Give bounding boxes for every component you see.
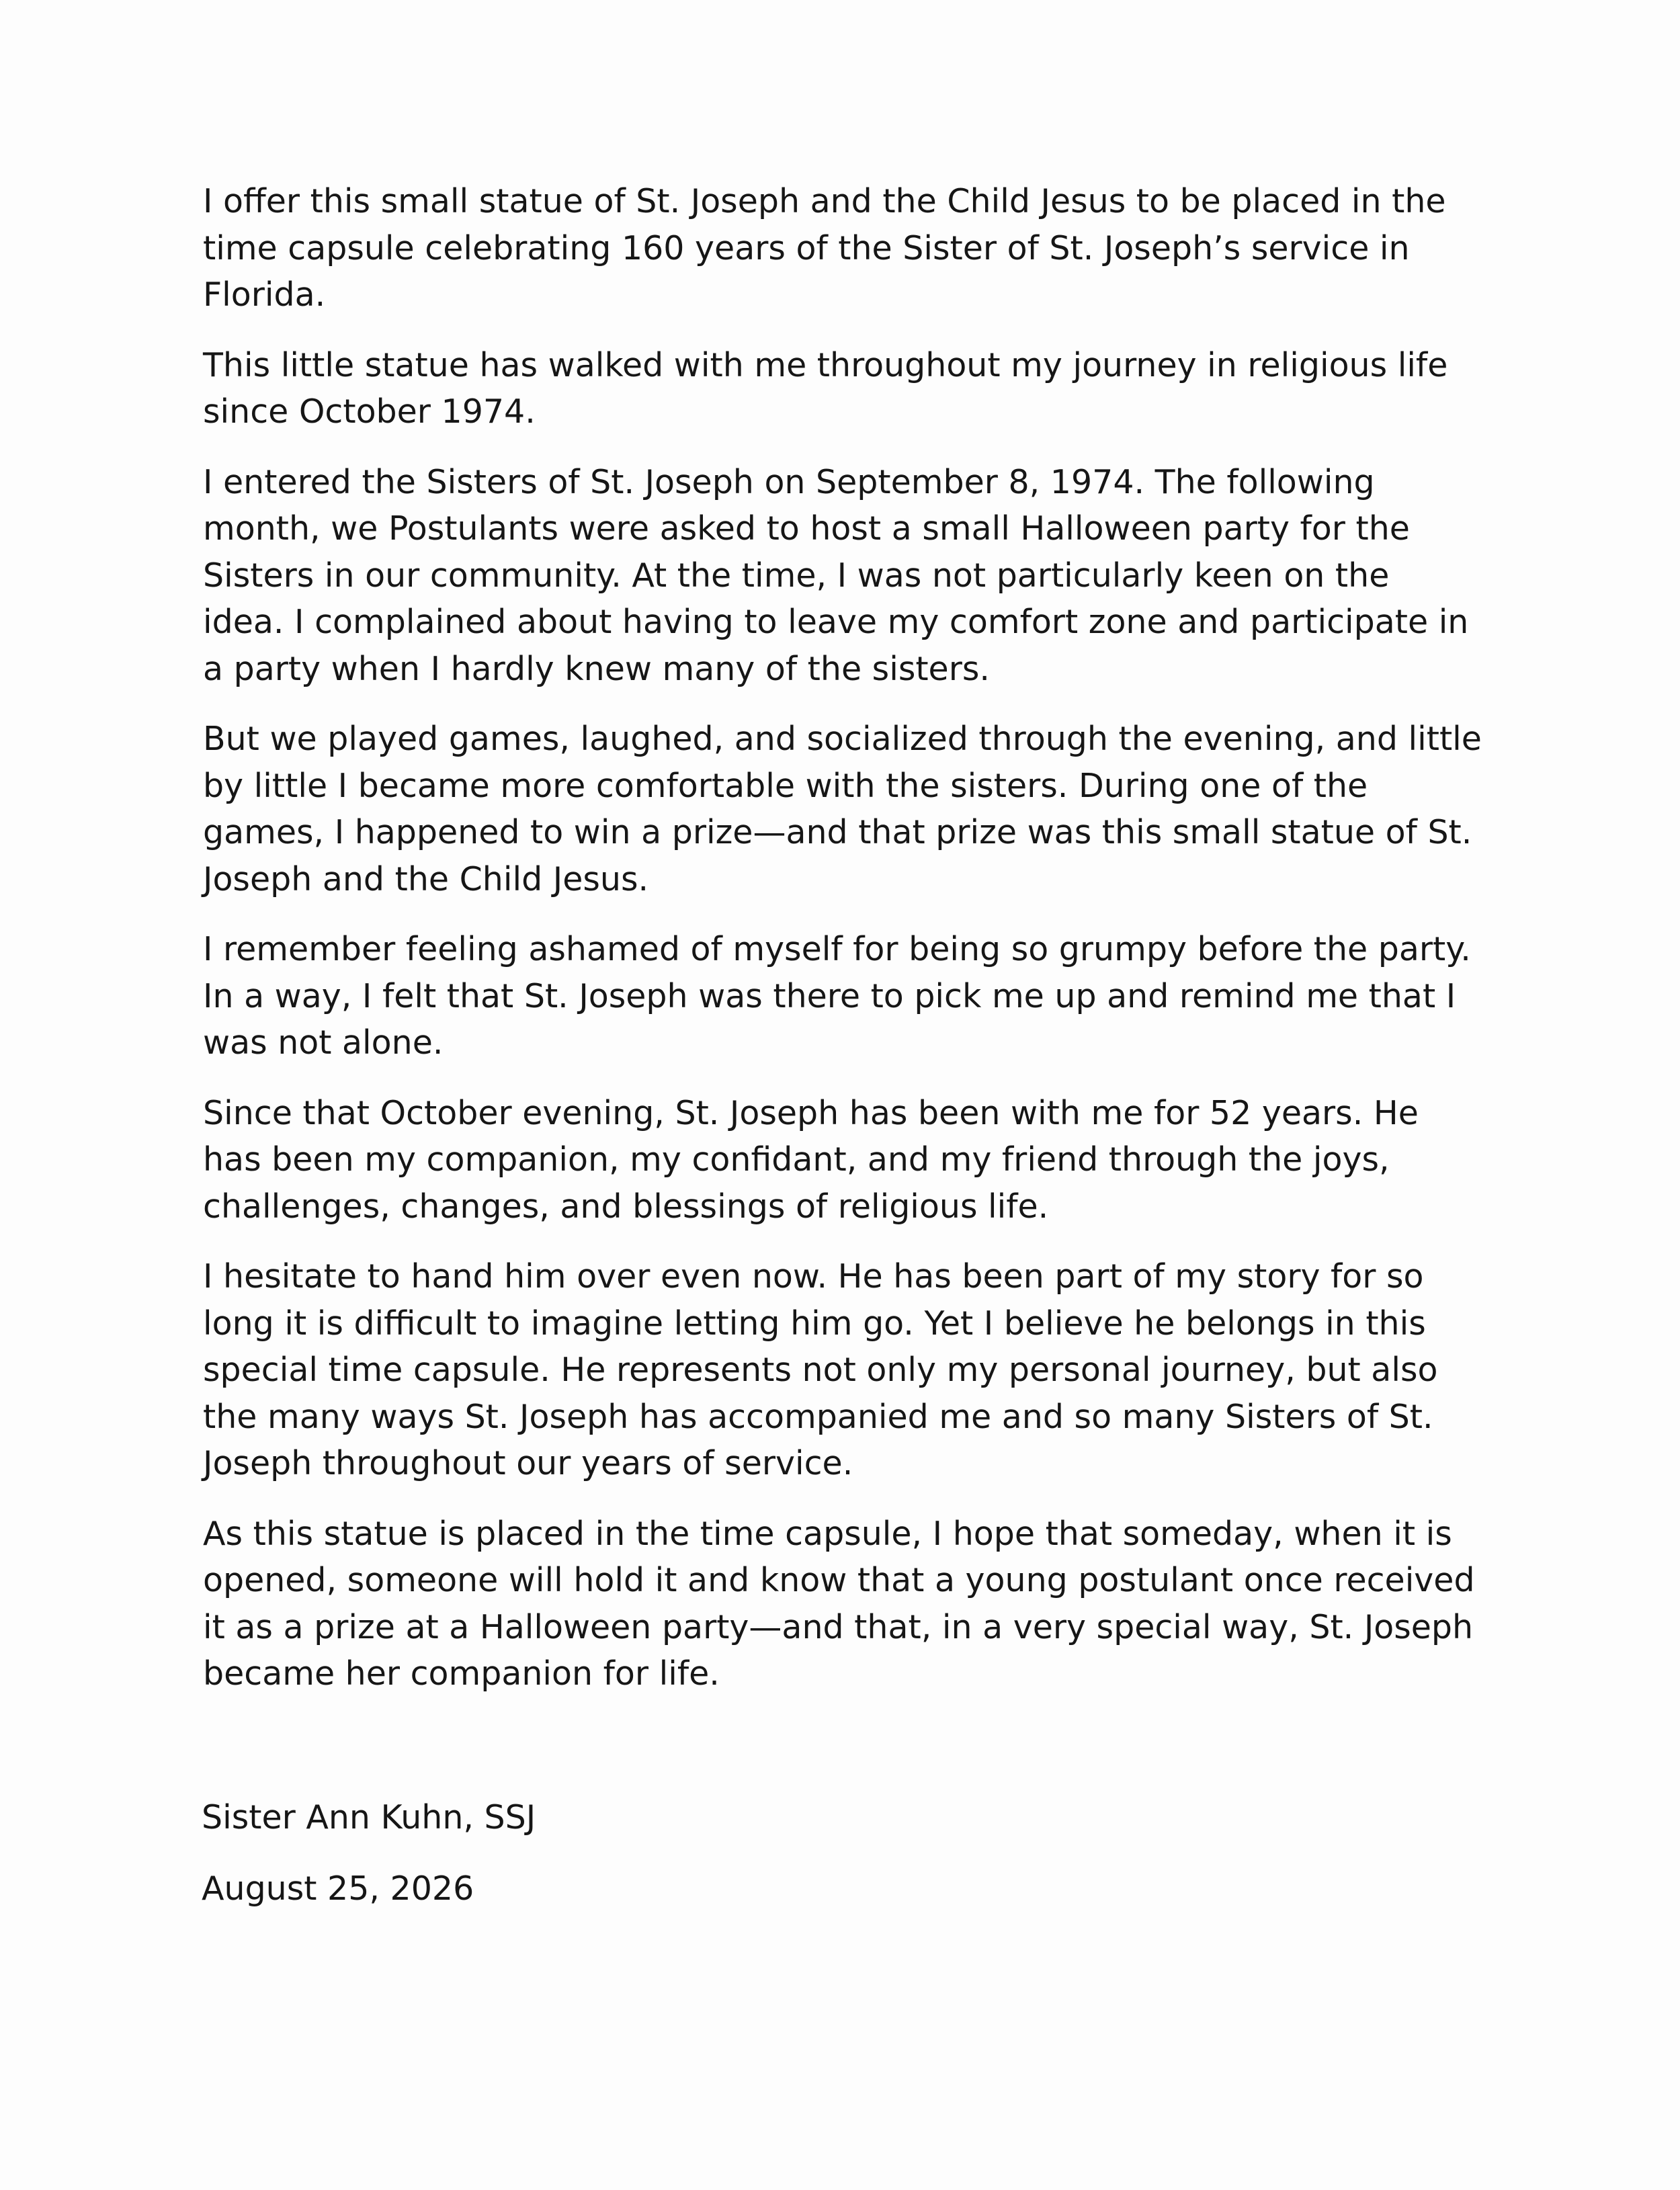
paragraph-entry: I entered the Sisters of St. Joseph on September 8, 1974. The following month, we Postulants were asked to host a small Halloween party for the Sisters in our community. At the time, I was not particularly keen on the idea. I complained about having to leave my comfort zone and participate in a party when I hardly knew many of the sisters. bbox=[203, 462, 1469, 688]
paragraph-prize: But we played games, laughed, and socialized through the evening, and little by little I became more comfortable with the sisters. During one of the games, I happened to win a prize—and that prize was this small statue of St. Joseph and the Child Jesus. bbox=[203, 720, 1482, 898]
letter-date: August 25, 2026 bbox=[202, 1869, 474, 1908]
paragraph-journey: This little statue has walked with me throughout my journey in religious life since October 1974. bbox=[203, 345, 1448, 431]
paragraph-hope: As this statue is placed in the time capsule, I hope that someday, when it is opened, someone will hold it and know that a young postulant once received it as a prize at a Halloween party—and that, in a very special way, St. Joseph became her companion for life. bbox=[203, 1514, 1475, 1693]
signature-block bbox=[202, 1794, 536, 1936]
paragraph-reflection: I remember feeling ashamed of myself for being so grumpy before the party. In a way, I felt that St. Joseph was there to pick me up and remind me that I was not alone. bbox=[203, 930, 1471, 1062]
letter-body bbox=[203, 178, 1534, 1721]
signature-name: Sister Ann Kuhn, SSJ bbox=[202, 1798, 536, 1837]
paragraph-companion: Since that October evening, St. Joseph has been with me for 52 years. He has been my companion, my confidant, and my friend through the joys, challenges, changes, and blessings of religious life. bbox=[203, 1093, 1419, 1226]
paragraph-offering: I offer this small statue of St. Joseph and the Child Jesus to be placed in the time capsule celebrating 160 years of the Sister of St. Joseph’s service in Florida. bbox=[203, 182, 1446, 314]
paragraph-hesitation: I hesitate to hand him over even now. He has been part of my story for so long it is difficult to imagine letting him go. Yet I believe he belongs in this special time capsule. He represents not only my personal journey, but also the many ways St. Joseph has accompanied me and so many Sisters of St. Joseph throughout our years of service. bbox=[203, 1257, 1438, 1482]
